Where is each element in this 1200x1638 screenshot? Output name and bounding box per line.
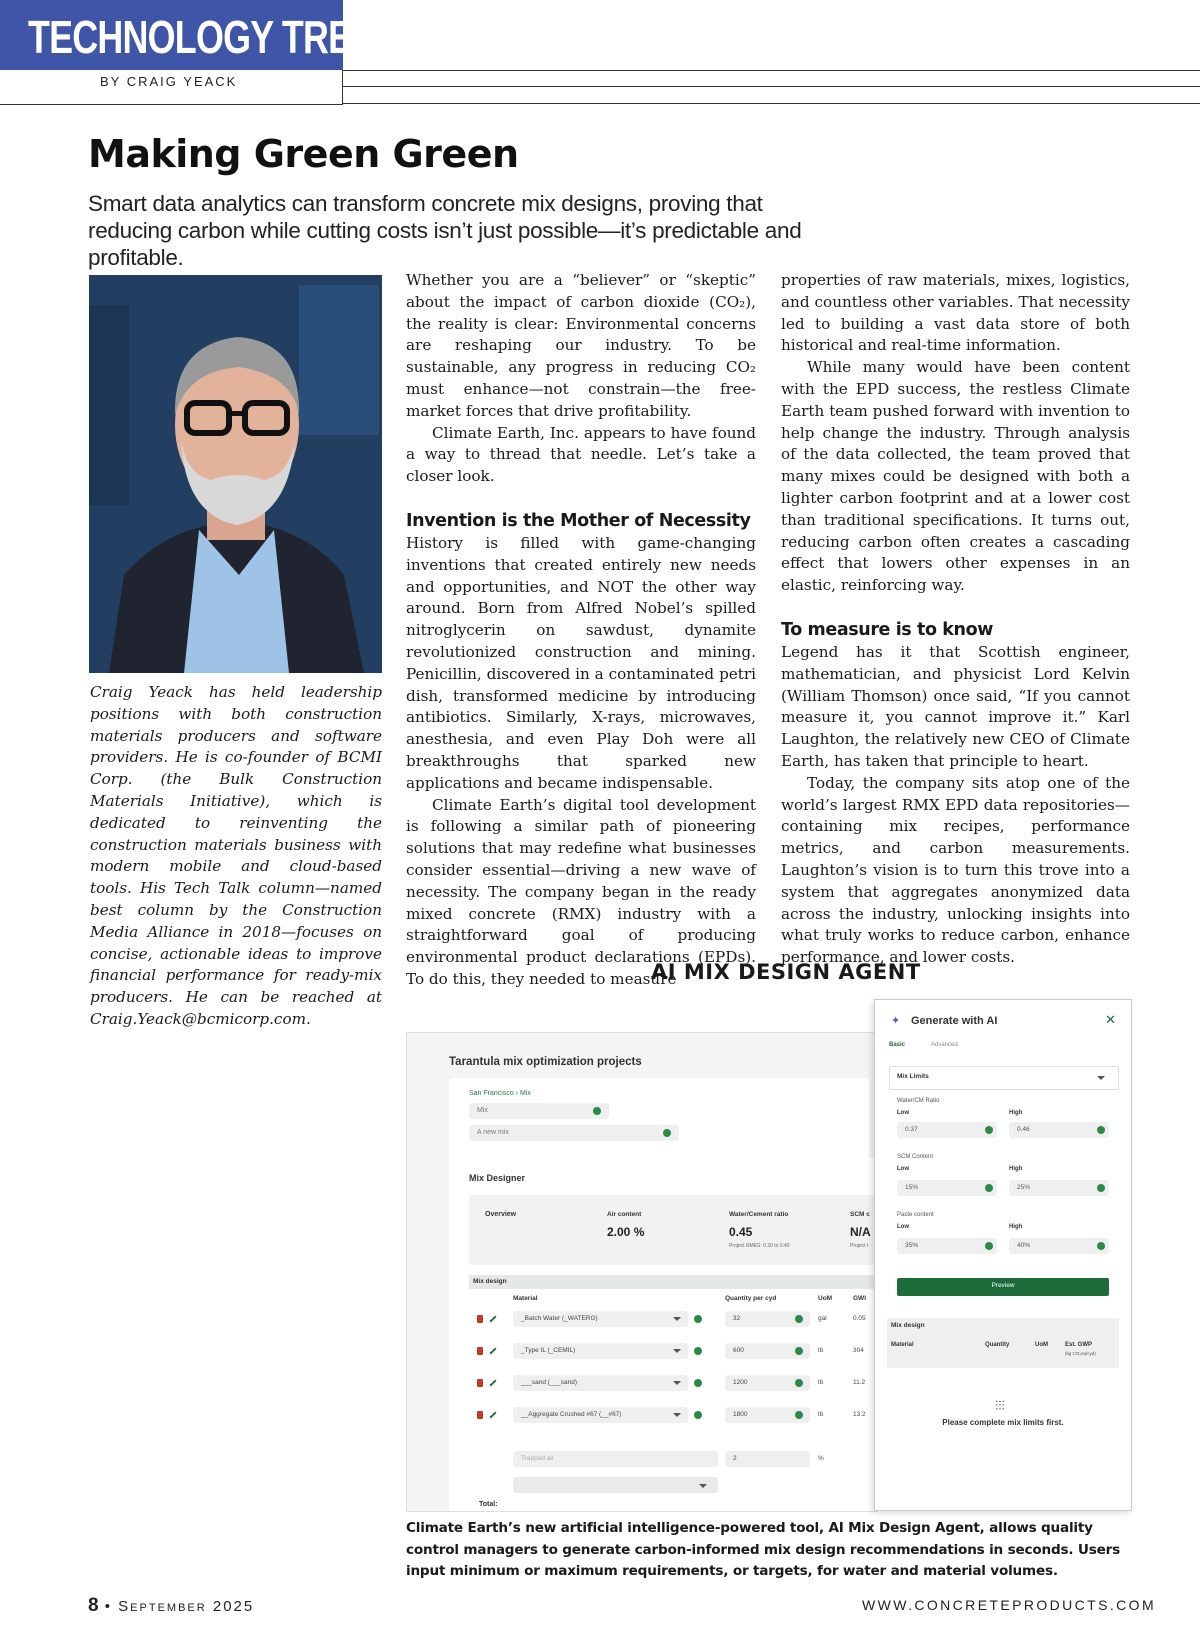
wc-ratio-label: Water/Cement ratio [729, 1211, 789, 1218]
subhead: To measure is to know [781, 619, 993, 640]
wc-high-value: 0.46 [1017, 1126, 1030, 1133]
total-label: Total: [479, 1501, 498, 1508]
trash-icon[interactable] [477, 1347, 483, 1355]
page-number: 8 [88, 1595, 99, 1616]
uom-col-header: UoM [818, 1295, 833, 1302]
gwp-value: 304 [853, 1347, 864, 1354]
check-icon [694, 1411, 702, 1419]
panel-material-header: Material [891, 1342, 914, 1348]
tab-advanced[interactable]: Advanced [931, 1042, 958, 1048]
uom-value: lb [818, 1347, 824, 1354]
paragraph: Climate Earth’s digital tool development is following a similar path of pioneering solutions that may redefine what businesses consider essential—driving a new wave of necessity. The company began in the ready mixed concrete (RMX) industry with a straightforward goal of producing environmental product declarations (EPDs). To do this, they needed to measure [406, 795, 756, 988]
trash-icon[interactable] [477, 1379, 483, 1387]
mix-design-label: Mix design [473, 1278, 507, 1285]
paste-low-value: 35% [905, 1242, 919, 1249]
high-label: High [1009, 1110, 1023, 1116]
trapped-air-label: Trapped air [521, 1455, 554, 1462]
check-icon [663, 1129, 671, 1137]
preview-button-label: Preview [991, 1282, 1015, 1289]
check-icon [795, 1347, 803, 1355]
wc-ratio-value: 0.45 [729, 1225, 753, 1239]
overview-box [469, 1195, 878, 1265]
quantity-value: 32 [733, 1315, 741, 1322]
check-icon [1097, 1184, 1105, 1192]
scm-low-value: 15% [905, 1184, 919, 1191]
material-name: _Batch Water (_WATERG) [521, 1315, 598, 1322]
scm-value: N/A [850, 1225, 871, 1239]
section-title: TECHNOLOGY TRENDS [28, 11, 425, 63]
check-icon [1097, 1242, 1105, 1250]
overview-label: Overview [485, 1211, 517, 1218]
check-icon [795, 1411, 803, 1419]
quantity-value: 1200 [733, 1379, 748, 1386]
chevron-down-icon [1097, 1076, 1105, 1080]
paragraph: Today, the company sits atop one of the world’s largest RMX EPD data repositories—containing mix recipes, performance metrics, and carbon measurements. Laughton’s vision is to turn this trove into a system that aggregates anonymized data across the industry, unlocking insights into what truly works to reduce carbon, enhance performance, and lower costs. [781, 773, 1130, 967]
gwp-value: 11.2 [853, 1379, 866, 1386]
app-screenshot [406, 1032, 878, 1512]
panel-gwp-header: Est. GWP [1065, 1342, 1093, 1348]
gwp-value: 13.2 [853, 1411, 866, 1418]
paragraph: History is filled with game-changing inventions that created entirely new needs and opportunities, and NOT the other way around. Born from Alfred Nobel’s spilled nitroglycerin on sawdust, dynamite revolutionized construction and mining. Penicillin, discovered in a contaminated petri dish, transformed medicine by introducing antibiotics. Similarly, X-rays, microwaves, anesthesia, and even Play Doh were all breakthroughs that sparked new applications and became indispensable. [406, 533, 756, 792]
check-icon [795, 1315, 803, 1323]
issue-date: September 2025 [118, 1598, 255, 1615]
trapped-uom: % [818, 1455, 824, 1462]
material-name: _Type IL (_CEMIL) [521, 1347, 576, 1354]
spacer [406, 488, 756, 509]
gwp-col-header: GWI [853, 1295, 866, 1302]
check-icon [694, 1315, 702, 1323]
uom-value: lb [818, 1379, 824, 1386]
sliders-icon: ⫶⫶⫶ [995, 1398, 1005, 1413]
check-icon [985, 1242, 993, 1250]
paragraph: Legend has it that Scottish engineer, mathematician, and physicist Lord Kelvin (William Thomson) once said, “If you cannot measure it, you cannot improve it.” Karl Laughton, the relatively new CEO of Climate Earth, has taken that principle to heart. [781, 642, 1130, 770]
panel-uom-header: UoM [1035, 1342, 1048, 1348]
panel-quantity-header: Quantity [985, 1342, 1010, 1348]
article-title: Making Green Green [88, 132, 519, 176]
material-name: __Aggregate Crushed #67 (__#67) [521, 1411, 622, 1418]
article-column-2 [781, 270, 1130, 969]
paragraph: While many would have been content with the EPD success, the restless Climate Earth team pushed forward with invention to help change the industry. Through analysis of the data collected, the team proved that many mixes could be designed with both a lighter carbon footprint and at a lower cost than traditional specifications. It turns out, reducing carbon often creates a cascading effect that lowers other expenses in an elastic, reinforcing way. [781, 358, 1130, 595]
header-rule [343, 70, 1200, 71]
author-bio: Craig Yeack has held leadership positions with both construction materials producers and software providers. He is co-founder of BCMI Corp. (the Bulk Construction Materials Initiative), which is dedicated to reinventing the construction materials business with modern mobile and cloud-based tools. His Tech Talk column—named best column by the Construction Media Alliance in 2018—focuses on concise, actionable ideas to improve financial performance for ready-mix producers. He can be reached at Craig.Yeack@bcmicorp.com. [90, 683, 382, 1028]
paragraph: Whether you are a “believer” or “skeptic” about the impact of carbon dioxide (CO₂), the reality is clear: Environmental concerns are reshaping our industry. To be sustainable, any progress in reducing CO₂ must enhance—not constrain—the free-market forces that drive profitability. [406, 271, 756, 420]
quantity-value: 600 [733, 1347, 744, 1354]
empty-state-message: Please complete mix limits first. [942, 1418, 1064, 1427]
wc-ratio-label: Water/CM Ratio [897, 1098, 940, 1104]
panel-title: Generate with AI [911, 1015, 998, 1027]
uom-value: gal [818, 1315, 827, 1322]
mix-field-value: Mix [477, 1107, 488, 1114]
mix-limits-label: Mix Limits [897, 1073, 929, 1080]
material-name: ___sand (___sand) [521, 1379, 578, 1386]
trash-icon[interactable] [477, 1315, 483, 1323]
scm-high-value: 25% [1017, 1184, 1031, 1191]
author-photo [89, 275, 382, 673]
sparkle-icon: ✦ [891, 1015, 901, 1027]
check-icon [985, 1184, 993, 1192]
chevron-down-icon [673, 1349, 681, 1353]
check-icon [694, 1347, 702, 1355]
air-content-label: Air content [607, 1211, 642, 1218]
check-icon [593, 1107, 601, 1115]
material-col-header: Material [513, 1295, 538, 1302]
article-deck: Smart data analytics can transform concrete mix designs, proving that reducing carbon while cutting costs isn’t just possible—it’s predictable and profitable. [88, 191, 802, 270]
low-label: Low [897, 1224, 909, 1230]
low-label: Low [897, 1110, 909, 1116]
check-icon [795, 1379, 803, 1387]
page-folio: 8 • September 2025 [88, 1595, 255, 1616]
figure-caption: Climate Earth’s new artificial intelligence-powered tool, AI Mix Design Agent, allows quality control managers to generate carbon-informed mix design recommendations in seconds. Users input minimum or maximum requirements, or targets, for water and material volumes. [406, 1520, 1121, 1579]
trapped-qty: 2 [733, 1455, 737, 1462]
scm-note: Project t [850, 1243, 869, 1249]
chevron-down-icon [699, 1484, 707, 1488]
chevron-down-icon [673, 1317, 681, 1321]
air-content-value: 2.00 % [607, 1225, 645, 1239]
paragraph: Climate Earth, Inc. appears to have found a way to thread that needle. Let’s take a closer look. [406, 423, 756, 486]
tab-basic[interactable]: Basic [889, 1042, 906, 1048]
trapped-qty-field[interactable] [725, 1451, 810, 1467]
mix-design-header [469, 1275, 878, 1289]
chevron-down-icon [673, 1381, 681, 1385]
new-mix-field-value: A new mix [477, 1129, 509, 1136]
figure-title: AI MIX DESIGN AGENT [651, 960, 921, 984]
projects-title: Tarantula mix optimization projects [449, 1056, 642, 1068]
scm-label: SCM c [850, 1211, 870, 1218]
trash-icon[interactable] [477, 1411, 483, 1419]
wc-low-value: 0.37 [905, 1126, 918, 1133]
byline: BY CRAIG YEACK [100, 74, 238, 89]
article-column-1 [406, 270, 756, 991]
header-rule [343, 103, 1200, 104]
quantity-value: 1800 [733, 1411, 748, 1418]
gwp-value: 0.05 [853, 1315, 866, 1322]
check-icon [985, 1126, 993, 1134]
close-icon[interactable]: ✕ [1105, 1012, 1116, 1027]
high-label: High [1009, 1166, 1023, 1172]
paragraph: properties of raw materials, mixes, logistics, and countless other variables. That necessity led to building a vast data store of both historical and real-time information. [781, 271, 1130, 355]
panel-mix-design-label: Mix design [891, 1322, 925, 1329]
designer-title: Mix Designer [469, 1173, 526, 1183]
header-rule [343, 86, 1200, 87]
paste-high-value: 40% [1017, 1242, 1031, 1249]
website-url[interactable]: WWW.CONCRETEPRODUCTS.COM [862, 1597, 1157, 1613]
panel-gwp-unit: (kg CO₂eq/cyd) [1065, 1351, 1096, 1356]
breadcrumb[interactable]: San Francisco › Mix [469, 1090, 531, 1097]
chevron-down-icon [673, 1413, 681, 1417]
check-icon [1097, 1126, 1105, 1134]
mix-field[interactable] [469, 1103, 609, 1119]
check-icon [694, 1379, 702, 1387]
uom-value: lb [818, 1411, 824, 1418]
subhead: Invention is the Mother of Necessity [406, 510, 751, 531]
high-label: High [1009, 1224, 1023, 1230]
spacer [781, 597, 1130, 618]
scm-content-label: SCM Content [897, 1154, 934, 1160]
add-material-select[interactable] [513, 1477, 718, 1493]
author-portrait-illustration [89, 275, 382, 673]
generate-ai-panel [874, 999, 1132, 1511]
quantity-col-header: Quantity per cyd [725, 1295, 777, 1302]
paste-content-label: Paste content [897, 1212, 934, 1218]
wc-ratio-note: Project RMES: 0.30 to 0.40 [729, 1243, 790, 1249]
low-label: Low [897, 1166, 909, 1172]
